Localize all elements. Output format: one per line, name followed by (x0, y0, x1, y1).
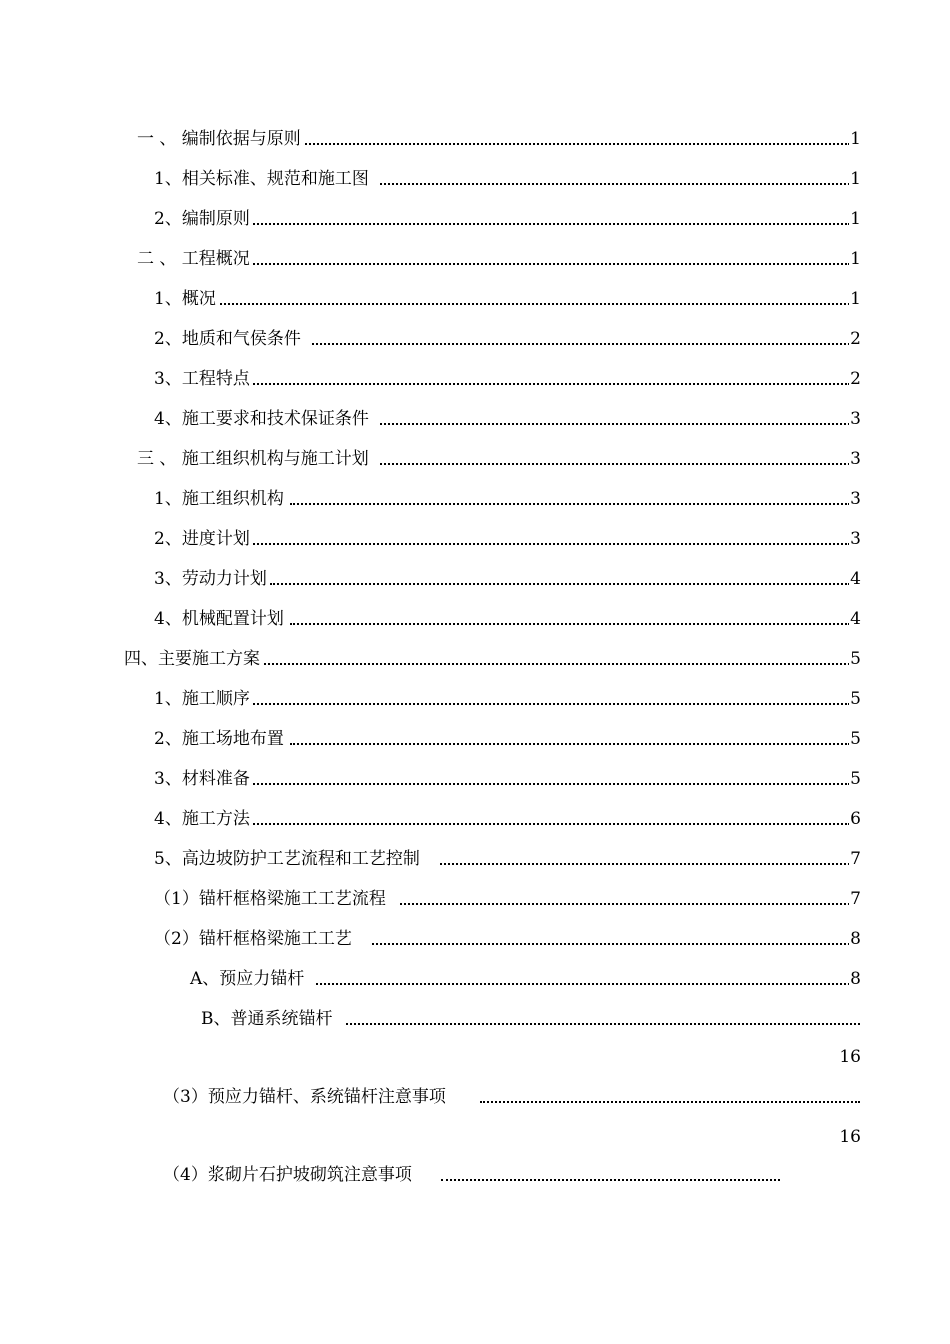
toc-entry[interactable] (0, 324, 950, 354)
toc-leader-dots (380, 463, 850, 465)
toc-entry-title: （2）锚杆框格梁施工工艺 (154, 924, 354, 954)
toc-leader-dots (316, 983, 850, 985)
toc-entry-title: 3、材料准备 (154, 764, 252, 794)
toc-entry-page: 3 (849, 524, 861, 554)
toc-entry[interactable] (0, 684, 950, 714)
toc-leader-dots (250, 703, 850, 705)
toc-entry-title: 2、进度计划 (154, 524, 252, 554)
toc-leader-dots (346, 1023, 860, 1025)
toc-leader-dots (480, 1101, 860, 1103)
toc-entry-title: 3、工程特点 (154, 364, 252, 394)
toc-entry-title: （4）浆砌片石护坡砌筑注意事项 (163, 1160, 414, 1190)
toc-entry-page: 1 (849, 244, 861, 274)
toc-entry-title: 5、高边坡防护工艺流程和工艺控制 (154, 844, 422, 874)
toc-entry-page: 1 (849, 284, 861, 314)
toc-leader-dots (400, 903, 850, 905)
toc-leader-dots (250, 543, 850, 545)
toc-leader-dots (312, 343, 850, 345)
toc-leader-dots (441, 1179, 780, 1181)
toc-leader-dots (255, 663, 850, 665)
toc-entry[interactable] (0, 1082, 950, 1112)
toc-leader-dots (250, 823, 850, 825)
toc-entry-page: 7 (849, 884, 861, 914)
toc-leader-dots (372, 943, 850, 945)
toc-entry-page: 8 (849, 964, 861, 994)
toc-entry-title: 四、主要施工方案 (124, 644, 262, 674)
toc-entry-title: 二 、 工程概况 (137, 244, 252, 274)
toc-leader-dots (262, 143, 850, 145)
toc-entry-title: （1）锚杆框格梁施工工艺流程 (154, 884, 388, 914)
toc-entry-page: 5 (849, 684, 861, 714)
toc-entry-page: 5 (849, 724, 861, 754)
toc-entry-title: 4、机械配置计划 (154, 604, 286, 634)
toc-entry-title: 2、施工场地布置 (154, 724, 286, 754)
toc-entry[interactable] (0, 844, 950, 874)
toc-entry[interactable] (0, 1004, 950, 1034)
toc-entry-title: 2、地质和气侯条件 (154, 324, 303, 354)
toc-entry[interactable] (0, 964, 950, 994)
toc-leader-dots (250, 223, 850, 225)
toc-entry-page: 1 (849, 124, 861, 154)
toc-entry-page: 16 (839, 1127, 861, 1147)
toc-entry[interactable] (0, 364, 950, 394)
toc-entry-title: A、预应力锚杆 (190, 964, 306, 994)
toc-entry-page: 3 (849, 444, 861, 474)
toc-entry-title: 一 、 编制依据与原则 (137, 124, 303, 154)
toc-entry[interactable] (0, 604, 950, 634)
toc-leader-dots (440, 863, 850, 865)
toc-leader-dots (250, 783, 850, 785)
toc-entry-page: 4 (849, 564, 861, 594)
toc-entry[interactable] (0, 404, 950, 434)
toc-entry-title: （3）预应力锚杆、系统锚杆注意事项 (163, 1082, 448, 1112)
toc-leader-dots (380, 183, 850, 185)
toc-leader-dots (380, 423, 850, 425)
toc-entry[interactable] (0, 484, 950, 514)
toc-entry-page: 6 (849, 804, 861, 834)
toc-entry-title: 2、编制原则 (154, 204, 252, 234)
toc-entry-page: 2 (849, 364, 861, 394)
toc-entry-page: 16 (839, 1047, 861, 1067)
toc-entry[interactable] (0, 724, 950, 754)
toc-leader-dots (270, 583, 850, 585)
toc-entry[interactable] (0, 924, 950, 954)
toc-entry-page: 3 (849, 484, 861, 514)
toc-entry-page: 2 (849, 324, 861, 354)
toc-entry[interactable] (0, 1160, 950, 1190)
toc-entry-page: 5 (849, 764, 861, 794)
toc-entry[interactable] (0, 244, 950, 274)
toc-entry-title: 1、施工组织机构 (154, 484, 286, 514)
toc-entry-page: 4 (849, 604, 861, 634)
toc-entry-page: 1 (849, 204, 861, 234)
toc-leader-dots (290, 623, 850, 625)
toc-entry-page: 1 (849, 164, 861, 194)
toc-leader-dots (250, 383, 850, 385)
toc-entry-title: 4、施工要求和技术保证条件 (154, 404, 371, 434)
toc-entry-title: 1、相关标准、规范和施工图 (154, 164, 371, 194)
toc-entry[interactable] (0, 164, 950, 194)
toc-entry-page: 3 (849, 404, 861, 434)
toc-leader-dots (290, 503, 850, 505)
toc-entry[interactable] (0, 644, 950, 674)
toc-entry[interactable] (0, 204, 950, 234)
toc-entry-title: 1、施工顺序 (154, 684, 252, 714)
toc-entry[interactable] (0, 764, 950, 794)
toc-entry-page: 7 (849, 844, 861, 874)
toc-leader-dots (215, 303, 850, 305)
toc-entry[interactable] (0, 884, 950, 914)
toc-leader-dots (250, 263, 850, 265)
toc-leader-dots (290, 743, 850, 745)
toc-entry-title: 3、劳动力计划 (154, 564, 269, 594)
toc-entry-title: 三 、 施工组织机构与施工计划 (137, 444, 371, 474)
toc-entry-title: B、普通系统锚杆 (201, 1004, 335, 1034)
toc-entry-page: 5 (849, 644, 861, 674)
toc-entry-title: 4、施工方法 (154, 804, 252, 834)
toc-entry-page: 8 (849, 924, 861, 954)
toc-entry[interactable] (0, 564, 950, 594)
toc-entry[interactable] (0, 524, 950, 554)
toc-entry[interactable] (0, 284, 950, 314)
toc-entry[interactable] (0, 124, 950, 154)
toc-entry[interactable] (0, 444, 950, 474)
toc-entry-title: 1、概况 (154, 284, 218, 314)
toc-entry[interactable] (0, 804, 950, 834)
